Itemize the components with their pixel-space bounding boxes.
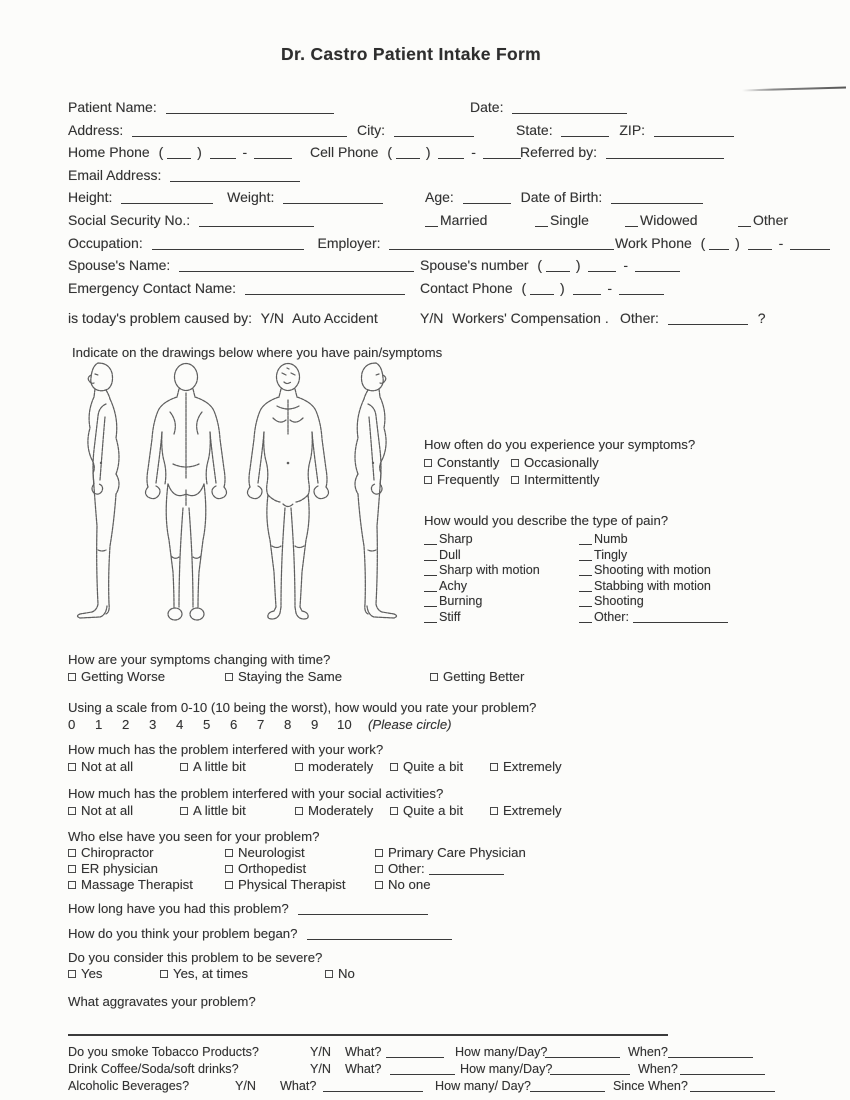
emergency-row xyxy=(68,278,828,301)
blank-line xyxy=(579,550,592,561)
referred-by-label: Referred by: xyxy=(520,144,598,161)
blank-line xyxy=(424,612,437,623)
paren-close: ) xyxy=(575,257,581,274)
scale-row xyxy=(68,717,788,735)
single-blank xyxy=(535,216,548,227)
work-option-extremely[interactable]: Extremely xyxy=(490,759,562,774)
aggravates-question: What aggravates your problem? xyxy=(68,994,256,1009)
weight-label: Weight: xyxy=(227,189,275,206)
spouse-name-label: Spouse's Name: xyxy=(68,257,171,274)
paren-open: ( xyxy=(521,279,527,296)
habit-row-tobacco xyxy=(68,1045,798,1062)
work-option-not-at-all[interactable]: Not at all xyxy=(68,759,133,774)
spouse-phone-line-field[interactable] xyxy=(635,259,680,272)
emergency-contact-label: Emergency Contact Name: xyxy=(68,279,237,296)
alcohol-what-label: What? xyxy=(280,1079,317,1093)
cause-other-label: Other: xyxy=(620,310,659,327)
social-option-moderately[interactable]: Moderately xyxy=(295,803,373,818)
paren-close: ) xyxy=(425,144,431,161)
coffee-when-label: When? xyxy=(638,1062,678,1076)
email-field[interactable] xyxy=(170,169,300,182)
checkbox-icon xyxy=(225,865,233,873)
widowed-blank xyxy=(625,216,638,227)
checkbox-icon xyxy=(68,807,76,815)
pain-type-right-column xyxy=(579,532,734,626)
height-weight-row xyxy=(68,187,828,210)
pain-type-question: How would you describe the type of pain? xyxy=(424,513,669,528)
blank-line xyxy=(424,581,437,592)
alcohol-since-field[interactable] xyxy=(690,1079,775,1092)
spouse-number-label: Spouse's number xyxy=(420,257,529,274)
checkbox-icon xyxy=(225,849,233,857)
pain-scale-10[interactable]: 10 xyxy=(337,717,352,732)
auto-accident-yn[interactable]: Y/N xyxy=(260,310,284,327)
coffee-question: Drink Coffee/Soda/soft drinks? xyxy=(68,1062,239,1076)
began-field[interactable] xyxy=(307,927,452,940)
began-question: How do you think your problem began? xyxy=(68,926,458,941)
checkbox-icon xyxy=(225,881,233,889)
please-circle-note: (Please circle) xyxy=(368,717,452,732)
body-figure-back[interactable] xyxy=(140,360,232,628)
work-option-quite-a-bit[interactable]: Quite a bit xyxy=(390,759,463,774)
habit-row-alcohol xyxy=(68,1079,798,1096)
date-label: Date: xyxy=(470,99,504,115)
dash: - xyxy=(623,257,628,274)
paren-open: ( xyxy=(387,144,393,161)
pain-option-tingly[interactable]: Tingly xyxy=(579,548,734,564)
height-field[interactable] xyxy=(121,191,213,204)
tobacco-question: Do you smoke Tobacco Products? xyxy=(68,1045,259,1059)
weight-field[interactable] xyxy=(283,191,383,204)
frequency-question: How often do you experience your symptoms? xyxy=(424,437,696,452)
referred-by-field[interactable] xyxy=(606,146,724,159)
paren-open: ( xyxy=(158,144,164,161)
checkbox-icon xyxy=(68,849,76,857)
home-phone-prefix-field[interactable] xyxy=(210,146,236,159)
option-staying-same[interactable]: Staying the Same xyxy=(225,669,342,684)
coffee-when-field[interactable] xyxy=(680,1062,765,1075)
checkbox-icon xyxy=(160,970,168,978)
spouse-phone-area-field[interactable] xyxy=(546,259,570,272)
paren-close: ) xyxy=(735,234,740,251)
provider-massage-therapist[interactable]: Massage Therapist xyxy=(68,877,193,892)
patient-name-field[interactable] xyxy=(166,101,334,114)
spouse-phone-prefix-field[interactable] xyxy=(588,259,616,272)
option-getting-worse[interactable]: Getting Worse xyxy=(68,669,165,684)
pain-option-shooting-with-motion[interactable]: Shooting with motion xyxy=(579,563,734,579)
marital-option-other[interactable]: Other xyxy=(738,210,788,230)
work-phone-label: Work Phone xyxy=(615,234,692,251)
cell-phone-area-field[interactable] xyxy=(396,146,420,159)
scale-question: Using a scale from 0-10 (10 being the worst), how would you rate your problem? xyxy=(68,700,537,715)
provider-no-one[interactable]: No one xyxy=(375,877,431,892)
severe-option-no[interactable]: No xyxy=(325,966,355,981)
age-field[interactable] xyxy=(463,191,511,204)
checkbox-icon xyxy=(375,881,383,889)
checkbox-icon xyxy=(68,881,76,889)
coffee-how-label: How many/Day? xyxy=(460,1062,553,1076)
checkbox-icon xyxy=(375,865,383,873)
dob-field[interactable] xyxy=(611,191,703,204)
email-row xyxy=(68,165,828,188)
alcohol-question: Alcoholic Beverages? xyxy=(68,1079,190,1093)
body-figure-side-left[interactable] xyxy=(58,360,130,628)
checkbox-icon xyxy=(225,673,233,681)
change-options-row xyxy=(68,669,788,687)
checkbox-icon xyxy=(68,865,76,873)
blank-line xyxy=(579,565,592,576)
pain-option-other[interactable]: Other: xyxy=(579,610,734,626)
checkbox-icon xyxy=(430,673,438,681)
pain-option-dull[interactable]: Dull xyxy=(424,548,579,564)
city-label: City: xyxy=(357,121,386,138)
social-option-extremely[interactable]: Extremely xyxy=(490,803,562,818)
cause-row xyxy=(68,308,828,331)
zip-field[interactable] xyxy=(654,124,734,137)
contact-phone-area-field[interactable] xyxy=(530,282,554,295)
tobacco-how-label: How many/Day? xyxy=(455,1045,548,1059)
paren-open: ( xyxy=(537,257,543,274)
form-title: Dr. Castro Patient Intake Form xyxy=(281,44,541,64)
provider-physical-therapist[interactable]: Physical Therapist xyxy=(225,877,346,892)
pain-option-stiff[interactable]: Stiff xyxy=(424,610,579,626)
provider-primary-care[interactable]: Primary Care Physician xyxy=(375,845,526,860)
dash: - xyxy=(607,279,613,296)
address-label: Address: xyxy=(68,121,124,138)
checkbox-icon xyxy=(68,970,76,978)
occupation-row xyxy=(68,233,828,256)
other-marital-blank xyxy=(738,216,751,227)
alcohol-since-label: Since When? xyxy=(613,1079,688,1093)
providers-question: Who else have you seen for your problem? xyxy=(68,829,320,844)
coffee-what-label: What? xyxy=(345,1062,382,1076)
alcohol-how-field[interactable] xyxy=(530,1079,605,1092)
pain-scale-3[interactable]: 3 xyxy=(149,717,157,732)
pain-scale-1[interactable]: 1 xyxy=(95,717,103,732)
option-intermittently[interactable]: Intermittently xyxy=(511,472,600,487)
pain-type-left-column xyxy=(424,532,579,626)
marital-option-widowed[interactable]: Widowed xyxy=(625,210,698,230)
blank-line xyxy=(424,565,437,576)
employer-label: Employer: xyxy=(317,234,381,251)
contact-phone-prefix-field[interactable] xyxy=(573,282,601,295)
dash: - xyxy=(778,234,784,251)
coffee-yn[interactable]: Y/N xyxy=(310,1062,331,1076)
checkbox-icon xyxy=(390,763,398,771)
duration-field[interactable] xyxy=(298,902,428,915)
work-options-row xyxy=(68,759,788,777)
habit-row-coffee xyxy=(68,1062,798,1079)
married-blank xyxy=(425,216,438,227)
contact-phone-label: Contact Phone xyxy=(420,279,513,296)
pain-scale-6[interactable]: 6 xyxy=(230,717,238,732)
patient-name-row xyxy=(68,97,828,120)
employer-field[interactable] xyxy=(389,237,614,250)
alcohol-what-field[interactable] xyxy=(323,1079,423,1092)
pain-scale-7[interactable]: 7 xyxy=(257,717,265,732)
checkbox-icon xyxy=(490,763,498,771)
date-field[interactable] xyxy=(512,101,627,114)
social-question: How much has the problem interfered with your social activities? xyxy=(68,786,444,801)
provider-neurologist[interactable]: Neurologist xyxy=(225,845,305,860)
social-option-quite-a-bit[interactable]: Quite a bit xyxy=(390,803,463,818)
checkbox-icon xyxy=(424,476,432,484)
emergency-contact-field[interactable] xyxy=(245,282,405,295)
blank-line xyxy=(424,596,437,607)
pain-scale-8[interactable]: 8 xyxy=(284,717,292,732)
patient-name-label: Patient Name: xyxy=(68,99,157,115)
scan-artifact-line xyxy=(742,87,846,92)
provider-other-field[interactable] xyxy=(429,862,504,875)
pain-scale-5[interactable]: 5 xyxy=(203,717,211,732)
marital-option-married[interactable]: Married xyxy=(425,210,487,230)
option-frequently[interactable]: Frequently xyxy=(424,472,499,487)
dash: - xyxy=(471,144,476,161)
pain-option-numb[interactable]: Numb xyxy=(579,532,734,548)
paren-open: ( xyxy=(700,234,706,251)
dash: - xyxy=(242,144,248,161)
auto-accident-label: Auto Accident xyxy=(292,310,378,327)
social-options-row xyxy=(68,803,788,821)
pain-scale-0[interactable]: 0 xyxy=(68,717,76,732)
severe-options-row xyxy=(68,966,788,984)
spouse-row xyxy=(68,255,828,278)
home-phone-label: Home Phone xyxy=(68,144,150,161)
checkbox-icon xyxy=(511,459,519,467)
checkbox-icon xyxy=(390,807,398,815)
social-option-not-at-all[interactable]: Not at all xyxy=(68,803,133,818)
coffee-how-field[interactable] xyxy=(550,1062,630,1075)
marital-option-single[interactable]: Single xyxy=(535,210,589,230)
alcohol-yn[interactable]: Y/N xyxy=(235,1079,256,1093)
phones-row xyxy=(68,142,828,165)
symptom-questions xyxy=(424,437,836,626)
provider-orthopedist[interactable]: Orthopedist xyxy=(225,861,306,876)
workers-comp-yn[interactable]: Y/N xyxy=(420,310,444,327)
work-option-little-bit[interactable]: A little bit xyxy=(180,759,246,774)
occupation-field[interactable] xyxy=(152,237,304,250)
drawings-instruction: Indicate on the drawings below where you have pain/symptoms xyxy=(72,345,443,360)
social-option-little-bit[interactable]: A little bit xyxy=(180,803,246,818)
change-question: How are your symptoms changing with time? xyxy=(68,652,331,667)
ssn-field[interactable] xyxy=(199,214,314,227)
dob-label: Date of Birth: xyxy=(520,189,603,206)
pain-scale-2[interactable]: 2 xyxy=(122,717,130,732)
pain-option-sharp[interactable]: Sharp xyxy=(424,532,579,548)
checkbox-icon xyxy=(180,763,188,771)
pain-option-shooting[interactable]: Shooting xyxy=(579,594,734,610)
cell-phone-label: Cell Phone xyxy=(309,144,379,161)
duration-question: How long have you had this problem? xyxy=(68,901,434,916)
ssn-marital-row xyxy=(68,210,828,233)
home-phone-line-field[interactable] xyxy=(254,146,292,159)
cause-label: is today's problem caused by: xyxy=(68,310,252,327)
blank-line xyxy=(579,581,592,592)
provider-chiropractor[interactable]: Chiropractor xyxy=(68,845,154,860)
address-row xyxy=(68,120,828,143)
checkbox-icon xyxy=(295,807,303,815)
work-phone-line-field[interactable] xyxy=(790,237,830,250)
spouse-name-field[interactable] xyxy=(179,259,414,272)
provider-other[interactable]: Other: xyxy=(375,861,510,876)
pain-scale-4[interactable]: 4 xyxy=(176,717,184,732)
blank-line xyxy=(424,534,437,545)
home-phone-area-field[interactable] xyxy=(167,146,191,159)
section-divider xyxy=(68,1034,668,1036)
option-occasionally[interactable]: Occasionally xyxy=(511,455,599,470)
pain-option-burning[interactable]: Burning xyxy=(424,594,579,610)
pain-option-achy[interactable]: Achy xyxy=(424,579,579,595)
severe-option-yes[interactable]: Yes xyxy=(68,966,103,981)
providers-row-3 xyxy=(68,877,788,895)
tobacco-what-label: What? xyxy=(345,1045,382,1059)
coffee-what-field[interactable] xyxy=(390,1062,455,1075)
checkbox-icon xyxy=(424,459,432,467)
checkbox-icon xyxy=(295,763,303,771)
zip-label: ZIP: xyxy=(619,121,646,138)
option-getting-better[interactable]: Getting Better xyxy=(430,669,524,684)
pain-scale-9[interactable]: 9 xyxy=(311,717,319,732)
contact-phone-line-field[interactable] xyxy=(619,282,664,295)
tobacco-yn[interactable]: Y/N xyxy=(310,1045,331,1059)
checkbox-icon xyxy=(68,763,76,771)
work-option-moderately[interactable]: moderately xyxy=(295,759,373,774)
tobacco-what-field[interactable] xyxy=(386,1045,444,1058)
work-phone-area-field[interactable] xyxy=(709,237,729,250)
state-label: State: xyxy=(516,121,553,138)
cell-phone-prefix-field[interactable] xyxy=(438,146,464,159)
checkbox-icon xyxy=(68,673,76,681)
checkbox-icon xyxy=(375,849,383,857)
blank-line xyxy=(579,612,592,623)
question-mark: ? xyxy=(757,310,766,327)
tobacco-when-label: When? xyxy=(628,1045,668,1059)
alcohol-how-label: How many/ Day? xyxy=(435,1079,531,1093)
checkbox-icon xyxy=(490,807,498,815)
blank-line xyxy=(579,534,592,545)
severe-option-yes-at-times[interactable]: Yes, at times xyxy=(160,966,248,981)
blank-line xyxy=(424,550,437,561)
state-field[interactable] xyxy=(561,124,609,137)
ssn-label: Social Security No.: xyxy=(68,211,191,228)
body-figure-side-right[interactable] xyxy=(344,360,416,628)
paren-close: ) xyxy=(559,279,565,296)
option-constantly[interactable]: Constantly xyxy=(424,455,499,470)
checkbox-icon xyxy=(511,476,519,484)
pain-option-stabbing-with-motion[interactable]: Stabbing with motion xyxy=(579,579,734,595)
provider-er-physician[interactable]: ER physician xyxy=(68,861,158,876)
tobacco-when-field[interactable] xyxy=(668,1045,753,1058)
pain-other-field[interactable] xyxy=(633,610,728,623)
height-label: Height: xyxy=(68,189,113,206)
city-field[interactable] xyxy=(394,124,474,137)
body-figure-front[interactable] xyxy=(242,360,334,628)
severe-question: Do you consider this problem to be severe? xyxy=(68,950,323,965)
occupation-label: Occupation: xyxy=(68,234,143,251)
workers-comp-label: Workers' Compensation . xyxy=(452,310,609,327)
age-label: Age: xyxy=(425,189,454,206)
tobacco-how-field[interactable] xyxy=(545,1045,620,1058)
pain-option-sharp-with-motion[interactable]: Sharp with motion xyxy=(424,563,579,579)
body-diagrams xyxy=(58,360,416,628)
checkbox-icon xyxy=(180,807,188,815)
checkbox-icon xyxy=(325,970,333,978)
work-phone-prefix-field[interactable] xyxy=(748,237,772,250)
work-question: How much has the problem interfered with your work? xyxy=(68,742,384,757)
cell-phone-line-field[interactable] xyxy=(483,146,521,159)
email-label: Email Address: xyxy=(68,166,162,183)
cause-other-field[interactable] xyxy=(668,312,748,325)
demographics-section xyxy=(68,97,828,331)
paren-close: ) xyxy=(197,144,202,161)
address-field[interactable] xyxy=(132,124,347,137)
blank-line xyxy=(579,596,592,607)
